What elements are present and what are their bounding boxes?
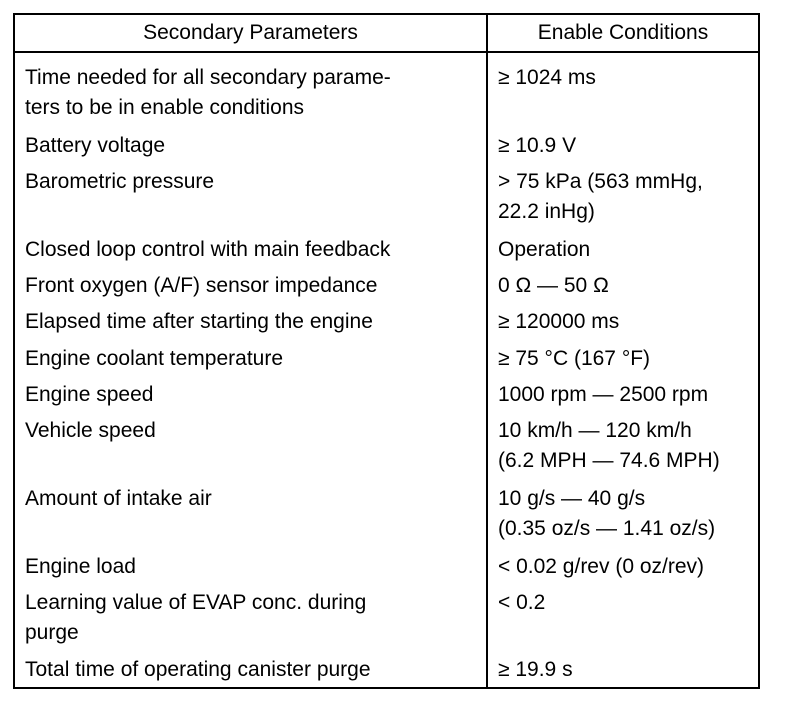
table-row xyxy=(15,375,758,411)
table-row xyxy=(15,650,758,687)
condition-cell: ≥ 75 °C (167 °F) xyxy=(498,346,651,370)
parameter-cell: Elapsed time after starting the engine xyxy=(15,302,487,338)
condition-cell: ≥ 120000 ms xyxy=(498,310,620,334)
parameter-cell: Engine load xyxy=(15,547,487,583)
enable-conditions-table xyxy=(13,13,760,689)
table-row xyxy=(15,547,758,583)
condition-cell: > 75 kPa (563 mmHg, 22.2 inHg) xyxy=(498,170,703,224)
condition-cell: < 0.2 xyxy=(498,590,546,614)
parameter-cell: Learning value of EVAP conc. during purge xyxy=(15,583,487,651)
table-row xyxy=(15,302,758,338)
condition-cell: Operation xyxy=(498,237,591,261)
parameter-cell: Vehicle speed xyxy=(15,411,487,479)
condition-cell: < 0.02 g/rev (0 oz/rev) xyxy=(498,554,705,578)
table-row xyxy=(15,126,758,162)
parameter-cell: Time needed for all secondary parame- ters to be in enable conditions xyxy=(15,52,487,126)
header-secondary-parameters: Secondary Parameters xyxy=(15,15,487,52)
parameter-cell: Total time of operating canister purge xyxy=(15,650,487,687)
parameter-cell: Front oxygen (A/F) sensor impedance xyxy=(15,266,487,302)
parameter-cell: Barometric pressure xyxy=(15,162,487,230)
table-row xyxy=(15,52,758,126)
condition-cell: 0 Ω — 50 Ω xyxy=(498,274,609,298)
condition-cell: ≥ 1024 ms xyxy=(498,66,596,89)
header-enable-conditions: Enable Conditions xyxy=(487,15,758,52)
parameter-cell: Closed loop control with main feedback xyxy=(15,230,487,266)
condition-cell: 1000 rpm — 2500 rpm xyxy=(498,383,709,407)
table-row xyxy=(15,411,758,479)
table-row xyxy=(15,230,758,266)
parameter-cell: Battery voltage xyxy=(15,126,487,162)
table-row xyxy=(15,339,758,375)
table-row xyxy=(15,162,758,230)
condition-cell: 10 km/h — 120 km/h (6.2 MPH — 74.6 MPH) xyxy=(498,419,720,473)
parameters-table xyxy=(15,15,758,687)
table-row xyxy=(15,479,758,547)
parameter-cell: Engine coolant temperature xyxy=(15,339,487,375)
header-row xyxy=(15,15,758,52)
parameter-cell: Amount of intake air xyxy=(15,479,487,547)
table-row xyxy=(15,266,758,302)
condition-cell: ≥ 10.9 V xyxy=(498,133,577,157)
condition-cell: ≥ 19.9 s xyxy=(498,658,573,682)
parameter-cell: Engine speed xyxy=(15,375,487,411)
condition-cell: 10 g/s — 40 g/s (0.35 oz/s — 1.41 oz/s) xyxy=(498,487,716,541)
table-row xyxy=(15,583,758,651)
